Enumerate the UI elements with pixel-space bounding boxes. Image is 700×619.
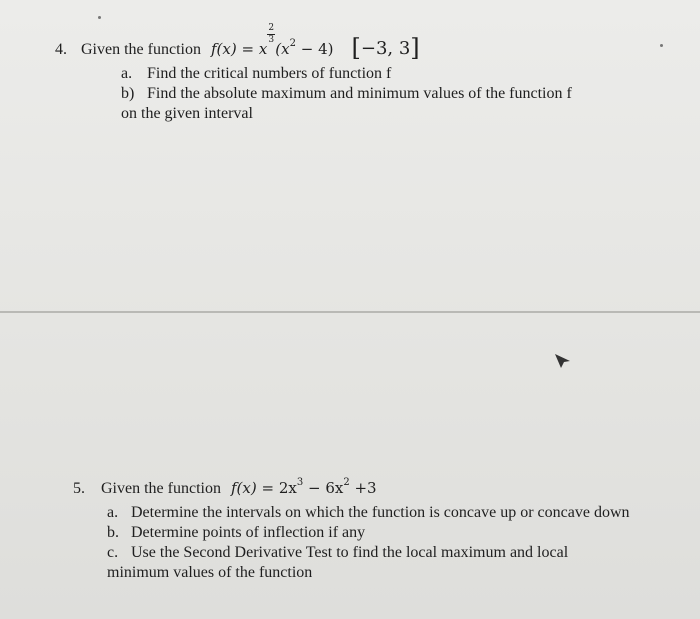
item-text: Find the absolute maximum and minimum values of the function f (147, 85, 572, 102)
formula-equals: = (241, 40, 255, 58)
problem-4-items (121, 64, 572, 124)
formula-term3: +3 (349, 479, 377, 497)
formula-factor-rest: − 4) (295, 40, 334, 58)
formula-fraction-exponent (267, 24, 275, 45)
formula-factor-exponent: 2 (289, 38, 296, 49)
problem-4-statement: Given the function (81, 41, 201, 58)
item-label: c. (107, 544, 119, 561)
problem-4-interval (351, 34, 420, 62)
paper-speck (98, 16, 101, 19)
formula-lhs: f(x) (210, 40, 237, 58)
interval-values: −3, 3 (360, 38, 411, 59)
problem-4-formula (210, 23, 334, 62)
problem-5-items (107, 503, 630, 583)
problem-4-item-b-continuation: on the given interval (121, 105, 253, 122)
formula-term1-exponent: 3 (296, 477, 304, 488)
problem-5-formula (231, 478, 377, 501)
formula-base: x (258, 40, 268, 58)
item-label: b) (121, 85, 135, 102)
problem-4-statement-line (55, 23, 572, 62)
problem-5-number: 5. (73, 480, 85, 497)
exponent-denominator: 3 (268, 35, 275, 45)
item-text: Use the Second Derivative Test to find the local maximum and local (131, 544, 569, 561)
exponent-numerator: 2 (268, 23, 275, 33)
interval-close-bracket: ] (410, 34, 420, 62)
formula-term2-exponent: 2 (343, 477, 350, 488)
problem-5-statement-line (73, 478, 630, 501)
item-label: a. (121, 65, 133, 82)
formula-equals: = (261, 479, 275, 497)
paper-speck (660, 44, 663, 47)
problem-5-item-c-continuation: minimum values of the function (107, 564, 313, 581)
problem-5-item-b (107, 523, 630, 543)
problem-4 (55, 23, 572, 124)
cursor-arrow-icon (554, 352, 572, 370)
item-text: Find the critical numbers of function f (147, 65, 392, 82)
problem-5-statement: Given the function (101, 480, 221, 497)
item-text: Determine the intervals on which the function is concave up or concave down (131, 504, 630, 521)
problem-5-item-c (107, 543, 630, 563)
formula-factor-open: (x (275, 40, 290, 58)
interval-open-bracket: [ (351, 34, 361, 62)
problem-4-item-a (121, 64, 572, 84)
item-label: b. (107, 524, 119, 541)
formula-term1: 2x (278, 479, 297, 497)
item-text: Determine points of inflection if any (131, 524, 366, 541)
problem-5-item-a (107, 503, 630, 523)
formula-term2: − 6x (303, 479, 344, 497)
problem-5 (73, 478, 630, 583)
item-label: a. (107, 504, 119, 521)
formula-lhs: f(x) (230, 479, 257, 497)
problem-4-number: 4. (55, 41, 67, 58)
problem-4-item-b (121, 84, 572, 104)
